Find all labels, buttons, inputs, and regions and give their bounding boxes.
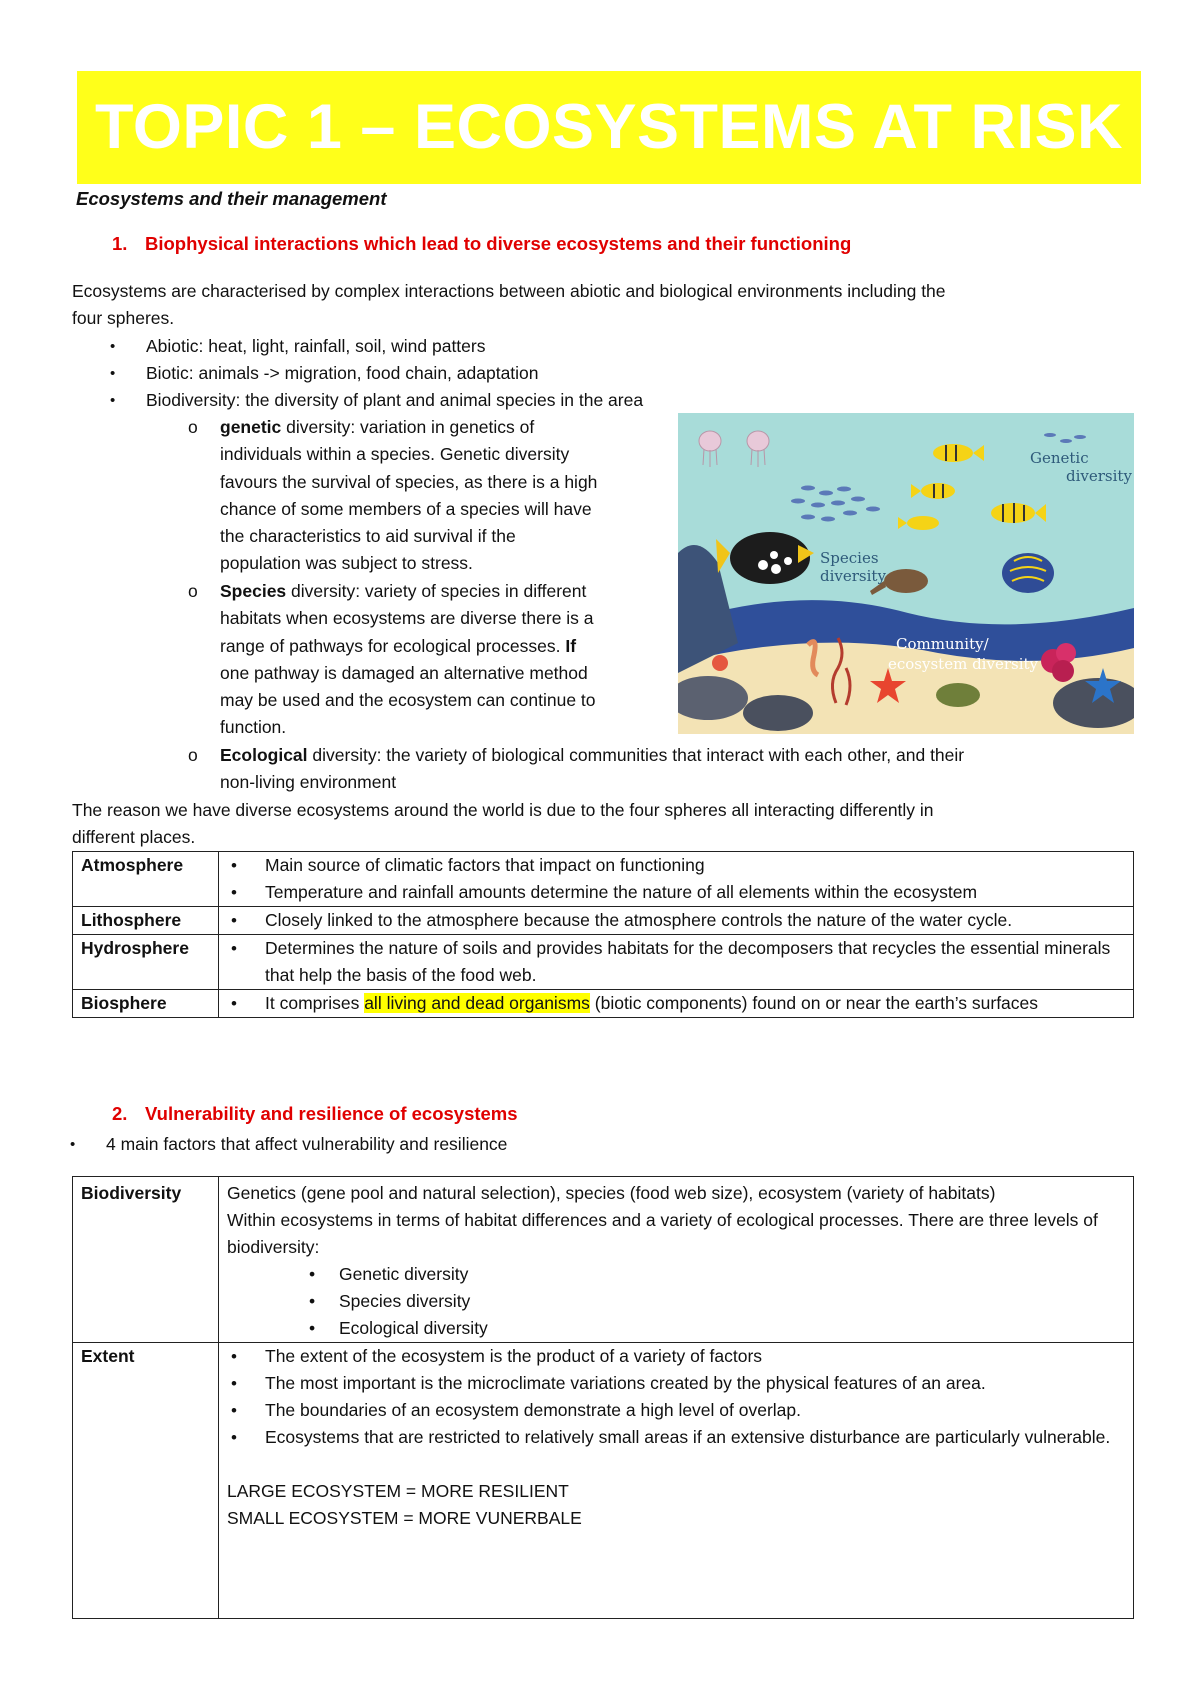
biodiversity-level: • Ecological diversity bbox=[227, 1315, 1125, 1342]
genetic-line: favours the survival of species, as there is a high bbox=[220, 471, 598, 492]
table-row bbox=[73, 1343, 1134, 1619]
sphere-point: • It comprises all living and dead organisms (biotic components) found on or near the earth’s surfaces bbox=[227, 990, 1125, 1017]
section2-heading-text: Vulnerability and resilience of ecosystems bbox=[145, 1103, 518, 1124]
species-line-0: diversity: variety of species in different bbox=[286, 581, 587, 601]
species-line: range of pathways for ecological processes. bbox=[220, 635, 566, 656]
anemone-icon bbox=[712, 655, 728, 671]
biodiversity-illustration bbox=[678, 413, 1134, 734]
section1-heading-text: Biophysical interactions which lead to diverse ecosystems and their functioning bbox=[145, 233, 852, 254]
section1-number: 1. bbox=[112, 233, 128, 254]
bullet-icon: • bbox=[110, 338, 116, 355]
bullet-icon: • bbox=[70, 1136, 76, 1153]
sub-bullet-icon: o bbox=[188, 417, 198, 437]
species-line: function. bbox=[220, 717, 287, 738]
section2-number: 2. bbox=[112, 1103, 128, 1124]
sphere-name: Hydrosphere bbox=[73, 935, 219, 990]
species-line: may be used and the ecosystem can continue to bbox=[220, 690, 596, 711]
factors-table bbox=[72, 1176, 1134, 1619]
biodiversity-level: • Genetic diversity bbox=[227, 1261, 1125, 1288]
sphere-point: • Determines the nature of soils and provides habitats for the decomposers that recycles the essential minerals that help the basis of the food web. bbox=[227, 935, 1125, 989]
intro-line-2: four spheres. bbox=[72, 308, 175, 328]
genetic-line: individuals within a species. Genetic diversity bbox=[220, 444, 570, 465]
genetic-line: the characteristics to aid survival if the bbox=[220, 526, 516, 547]
angelfish-icon bbox=[1002, 553, 1054, 593]
ecological-line-0: diversity: the variety of biological communities that interact with each other, and their bbox=[307, 745, 965, 765]
table-row bbox=[73, 990, 1134, 1018]
species-line: one pathway is damaged an alternative method bbox=[220, 662, 588, 683]
extent-point: • Ecosystems that are restricted to relatively small areas if an extensive disturbance are particularly vulnerable. bbox=[227, 1424, 1125, 1451]
reason-line-1: The reason we have diverse ecosystems around the world is due to the four spheres all interacting differently in bbox=[72, 800, 934, 820]
extent-point: • The most important is the microclimate variations created by the physical features of an area. bbox=[227, 1370, 1125, 1397]
genetic-line-0: diversity: variation in genetics of bbox=[281, 417, 535, 437]
label-species: Species bbox=[820, 549, 879, 567]
reason-line-2: different places. bbox=[72, 827, 196, 847]
species-line: habitats when ecosystems are diverse there is a bbox=[220, 608, 594, 629]
biodiversity-line: Genetics (gene pool and natural selection), species (food web size), ecosystem (variety of habitats) bbox=[227, 1183, 996, 1203]
ecological-line: non-living environment bbox=[220, 772, 397, 793]
sphere-name: Biosphere bbox=[73, 990, 219, 1018]
table-row bbox=[73, 852, 1134, 907]
factor-name: Biodiversity bbox=[73, 1177, 219, 1343]
table-row bbox=[73, 935, 1134, 990]
small-ecosystem-note: SMALL ECOSYSTEM = MORE VUNERBALE bbox=[227, 1508, 582, 1528]
label-genetic: diversity bbox=[1066, 467, 1132, 485]
factor-name: Extent bbox=[73, 1343, 219, 1619]
biodiversity-line: Within ecosystems in terms of habitat differences and a variety of ecological processes. There are three levels of biodiversity: bbox=[227, 1210, 1098, 1257]
sub-bullet-icon: o bbox=[188, 745, 198, 765]
page-title: TOPIC 1 – ECOSYSTEMS AT RISK bbox=[94, 92, 1124, 162]
highlighted-text: all living and dead organisms bbox=[364, 993, 590, 1013]
label-community: Community/ bbox=[896, 635, 989, 653]
extent-point: • The boundaries of an ecosystem demonstrate a high level of overlap. bbox=[227, 1397, 1125, 1424]
large-ecosystem-note: LARGE ECOSYSTEM = MORE RESILIENT bbox=[227, 1481, 569, 1501]
genetic-line: population was subject to stress. bbox=[220, 553, 473, 574]
sea-turtle-icon bbox=[936, 683, 980, 707]
sphere-point: • Main source of climatic factors that impact on functioning bbox=[227, 852, 1125, 879]
sphere-name: Atmosphere bbox=[73, 852, 219, 907]
genetic-line: chance of some members of a species will have bbox=[220, 498, 592, 519]
sphere-point: • Temperature and rainfall amounts determine the nature of all elements within the ecosystem bbox=[227, 879, 1125, 906]
table-row bbox=[73, 1177, 1134, 1343]
rock bbox=[743, 695, 813, 731]
title-banner bbox=[77, 71, 1141, 184]
extent-point: • The extent of the ecosystem is the product of a variety of factors bbox=[227, 1343, 1125, 1370]
spheres-table bbox=[72, 851, 1134, 1018]
document-page: TOPIC 1 – ECOSYSTEMS AT RISK Ecosystems and their management 1. Biophysical interactions which lead to diverse ecosystems and their functioning Ecosystems are characterised by complex interactions between abiotic and biological environments including the four spheres. • Abiotic: heat, light, rainfall, soil, wind patters • Biotic: animals -> migration, food chain, adaptation • Biodiversity: the diversity of plant and animal species in the area o genetic diversity: variation in genetics of individuals within a species. Genetic diversity favours the survival of species, as there is a high chance of some members of a species will have the characteristics to aid survival if the population was subject to stress. o Species diversity: variety of species in different habitats when ecosystems are diverse there is a range of pathways for ecological processes. If one pathway is damaged an alternative method may be used and the ecosystem can continue to function. o Ecological diversity: the variety of biological communities that interact with each other, and their non-living environment Genetic diversity Species diversity Community/ ecosystem diversity The reason we have diverse ecosystems around the world is due to the four spheres all interacting differently in different places. Atmosphere • Main source of climatic factors that impact on functioning • Temperature and rainfall amounts determine the nature of all elements within the ecosystem Lithosphere • Closely linked to the atmosphere because the atmosphere controls the nature of the water cycle. Hydrosphere • Determines the nature of soils and provides habitats for the decomposers that recycles the essential minerals that help the basis of the food web. Biosphere • It comprises all living and dead organisms (biotic components) found on or near the earth’s surfaces 2. Vulnerability and resilience of ecosystems • 4 main factors that affect vulnerability and resilience Biodiversity Genetics (gene pool and natural selection), species (food web size), ecosystem (variety of habitats) Within ecosystems in terms of habitat differences and a variety of ecological processes. There are three levels of biodiversity: • Genetic diversity • Species diversity • Ecological diversity Extent • The extent of the ecosystem is the product of a variety of factors • The most important is the microclimate variations created by the physical features of an area. • The boundaries of an ecosystem demonstrate a high level of overlap. • Ecosystems that are restricted to relatively small areas if an extensive disturbance are particularly vulnerable. LARGE ECOSYSTEM = MORE RESILIENT SMALL ECOSYSTEM = MORE VUNERBALE bbox=[0, 0, 1200, 1696]
label-genetic: Genetic bbox=[1030, 449, 1089, 467]
biodiversity-level: • Species diversity bbox=[227, 1288, 1125, 1315]
subtitle: Ecosystems and their management bbox=[76, 188, 387, 209]
sub-bullet-icon: o bbox=[188, 581, 198, 601]
sphere-name: Lithosphere bbox=[73, 907, 219, 935]
intro-line-1: Ecosystems are characterised by complex interactions between abiotic and biological environments including the bbox=[72, 281, 946, 301]
label-community: ecosystem diversity bbox=[888, 655, 1038, 673]
table-row bbox=[73, 907, 1134, 935]
bullet-icon: • bbox=[110, 392, 116, 409]
label-species: diversity bbox=[820, 567, 886, 585]
bullet-icon: • bbox=[110, 365, 116, 382]
sphere-point: • Closely linked to the atmosphere because the atmosphere controls the nature of the water cycle. bbox=[227, 907, 1125, 934]
